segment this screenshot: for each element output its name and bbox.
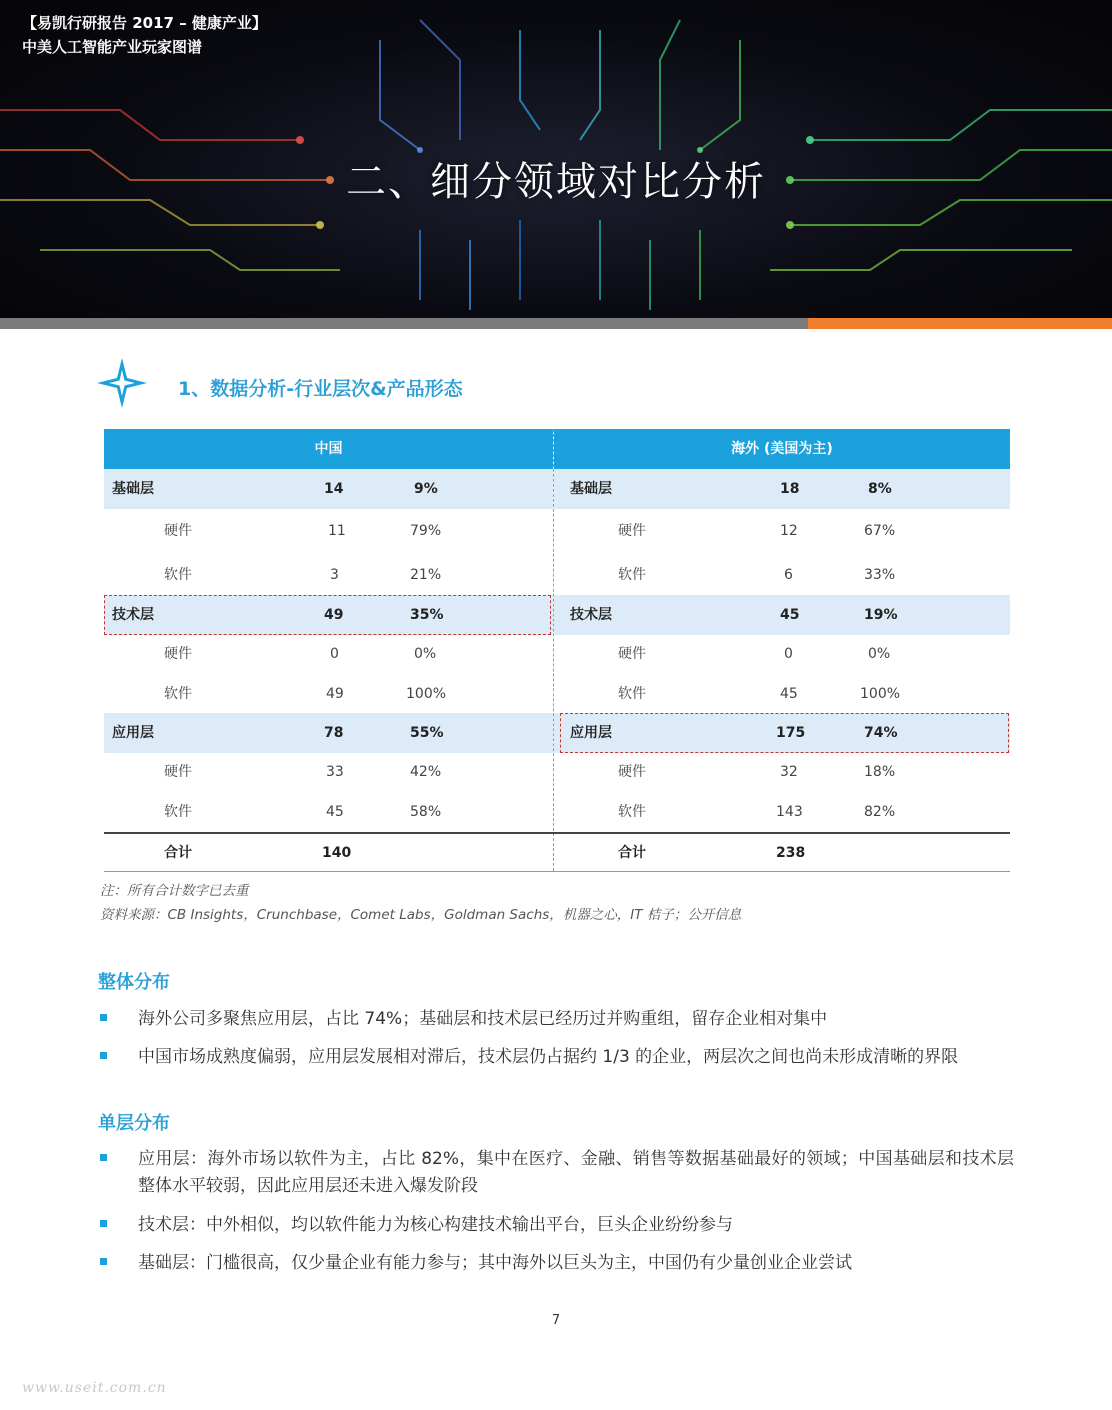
row-label: 软件 — [164, 686, 192, 702]
row-label: 软件 — [164, 804, 192, 820]
table-row — [104, 511, 553, 551]
row-count: 45 — [780, 607, 800, 623]
table-row — [554, 674, 1010, 714]
report-series-label: 【易凯行研报告 2017 – 健康产业】 — [22, 14, 267, 32]
table-row — [554, 752, 1010, 792]
row-count: 33 — [326, 764, 344, 780]
table-row — [104, 752, 553, 792]
table-row — [104, 634, 553, 674]
table-header-china: 中国 — [104, 429, 553, 469]
four-point-star-icon — [97, 358, 147, 408]
row-count: 12 — [780, 523, 798, 539]
row-count: 18 — [780, 481, 800, 497]
list-item — [98, 1212, 1014, 1239]
table-row — [554, 469, 1010, 509]
table-bottom-rule — [104, 871, 1010, 872]
row-percent: 67% — [864, 523, 896, 539]
row-label: 合计 — [164, 845, 192, 861]
square-bullet-icon — [100, 1014, 107, 1021]
row-count: 49 — [326, 686, 344, 702]
table-header-overseas: 海外 (美国为主) — [554, 429, 1010, 469]
row-percent: 79% — [410, 523, 442, 539]
divider-bar-gray — [0, 318, 808, 329]
row-label: 硬件 — [164, 646, 192, 662]
row-label: 硬件 — [618, 523, 646, 539]
report-title-label: 中美人工智能产业玩家图谱 — [22, 38, 203, 56]
row-label: 软件 — [164, 567, 192, 583]
row-count: 6 — [784, 567, 793, 583]
bullet-text: 中国市场成熟度偏弱，应用层发展相对滞后，技术层仍占据约 1/3 的企业，两层次之间也尚未形成清晰的界限 — [138, 1047, 959, 1067]
row-percent: 9% — [414, 481, 438, 497]
table-note: 注：所有合计数字已去重 — [100, 883, 249, 899]
table-row-total — [104, 833, 553, 873]
section-heading: 1、数据分析-行业层次&产品形态 — [178, 378, 463, 400]
row-count: 49 — [324, 607, 344, 623]
square-bullet-icon — [100, 1154, 107, 1161]
table-row — [104, 469, 553, 509]
row-percent: 8% — [868, 481, 892, 497]
watermark: www.useit.com.cn — [22, 1380, 167, 1396]
row-label: 软件 — [618, 567, 646, 583]
row-label: 软件 — [618, 686, 646, 702]
table-row — [554, 595, 1010, 635]
row-count: 0 — [330, 646, 339, 662]
highlight-box-overseas-app — [560, 713, 1009, 753]
bullet-text: 技术层：中外相似，均以软件能力为核心构建技术输出平台，巨头企业纷纷参与 — [138, 1215, 733, 1235]
row-count: 32 — [780, 764, 798, 780]
square-bullet-icon — [100, 1052, 107, 1059]
row-percent: 0% — [868, 646, 891, 662]
row-percent: 82% — [864, 804, 896, 820]
row-count: 45 — [326, 804, 344, 820]
row-label: 软件 — [618, 804, 646, 820]
highlight-box-china-tech — [104, 595, 551, 635]
table-row — [104, 713, 553, 753]
row-label: 合计 — [618, 845, 646, 861]
table-row — [554, 792, 1010, 832]
page-number: 7 — [551, 1313, 561, 1328]
table-source: 资料来源：CB Insights，Crunchbase，Comet Labs，Goldman Sachs，机器之心，IT 桔子；公开信息 — [100, 907, 742, 923]
row-label: 应用层 — [570, 725, 612, 741]
table-row — [104, 792, 553, 832]
row-count: 78 — [324, 725, 344, 741]
row-label: 基础层 — [570, 481, 612, 497]
table-row — [104, 555, 553, 595]
table-row — [104, 674, 553, 714]
row-percent: 58% — [410, 804, 442, 820]
row-label: 应用层 — [112, 725, 154, 741]
row-count: 140 — [322, 845, 352, 861]
list-item — [98, 1044, 1014, 1071]
row-label: 硬件 — [618, 646, 646, 662]
row-percent: 19% — [864, 607, 898, 623]
row-percent: 42% — [410, 764, 442, 780]
table-row — [554, 634, 1010, 674]
bullet-text: 应用层：海外市场以软件为主，占比 82%，集中在医疗、金融、销售等数据基础最好的领域；中国基础层和技术层整体水平较弱，因此应用层还未进入爆发阶段 — [138, 1149, 1014, 1196]
square-bullet-icon — [100, 1258, 107, 1265]
row-percent: 21% — [410, 567, 442, 583]
row-count: 0 — [784, 646, 793, 662]
row-label: 技术层 — [112, 607, 154, 623]
row-label: 基础层 — [112, 481, 154, 497]
row-count: 45 — [780, 686, 798, 702]
table-row-total — [554, 833, 1010, 873]
row-percent: 74% — [864, 725, 898, 741]
row-percent: 55% — [410, 725, 444, 741]
bullet-text: 海外公司多聚焦应用层，占比 74%；基础层和技术层已经历过并购重组，留存企业相对集中 — [138, 1009, 828, 1029]
banner-title: 二、细分领域对比分析 — [346, 159, 766, 205]
row-label: 硬件 — [164, 764, 192, 780]
row-count: 11 — [328, 523, 346, 539]
bullet-text: 基础层：门槛很高，仅少量企业有能力参与；其中海外以巨头为主，中国仍有少量创业企业尝试 — [138, 1253, 852, 1273]
row-count: 143 — [776, 804, 803, 820]
row-percent: 0% — [414, 646, 437, 662]
row-label: 硬件 — [164, 523, 192, 539]
row-count: 238 — [776, 845, 806, 861]
layers-title: 单层分布 — [98, 1113, 170, 1134]
table-row — [554, 555, 1010, 595]
list-item — [98, 1006, 1014, 1033]
row-percent: 18% — [864, 764, 896, 780]
row-label: 技术层 — [570, 607, 612, 623]
row-percent: 33% — [864, 567, 896, 583]
divider-bar-orange — [808, 318, 1112, 329]
row-percent: 100% — [860, 686, 901, 702]
list-item — [98, 1146, 1014, 1200]
row-count: 3 — [330, 567, 339, 583]
row-count: 14 — [324, 481, 344, 497]
row-label: 硬件 — [618, 764, 646, 780]
row-count: 175 — [776, 725, 806, 741]
table-row — [554, 511, 1010, 551]
overall-title: 整体分布 — [98, 972, 170, 993]
list-item — [98, 1250, 1014, 1277]
row-percent: 35% — [410, 607, 444, 623]
row-percent: 100% — [406, 686, 447, 702]
header-banner — [0, 0, 1112, 318]
square-bullet-icon — [100, 1220, 107, 1227]
